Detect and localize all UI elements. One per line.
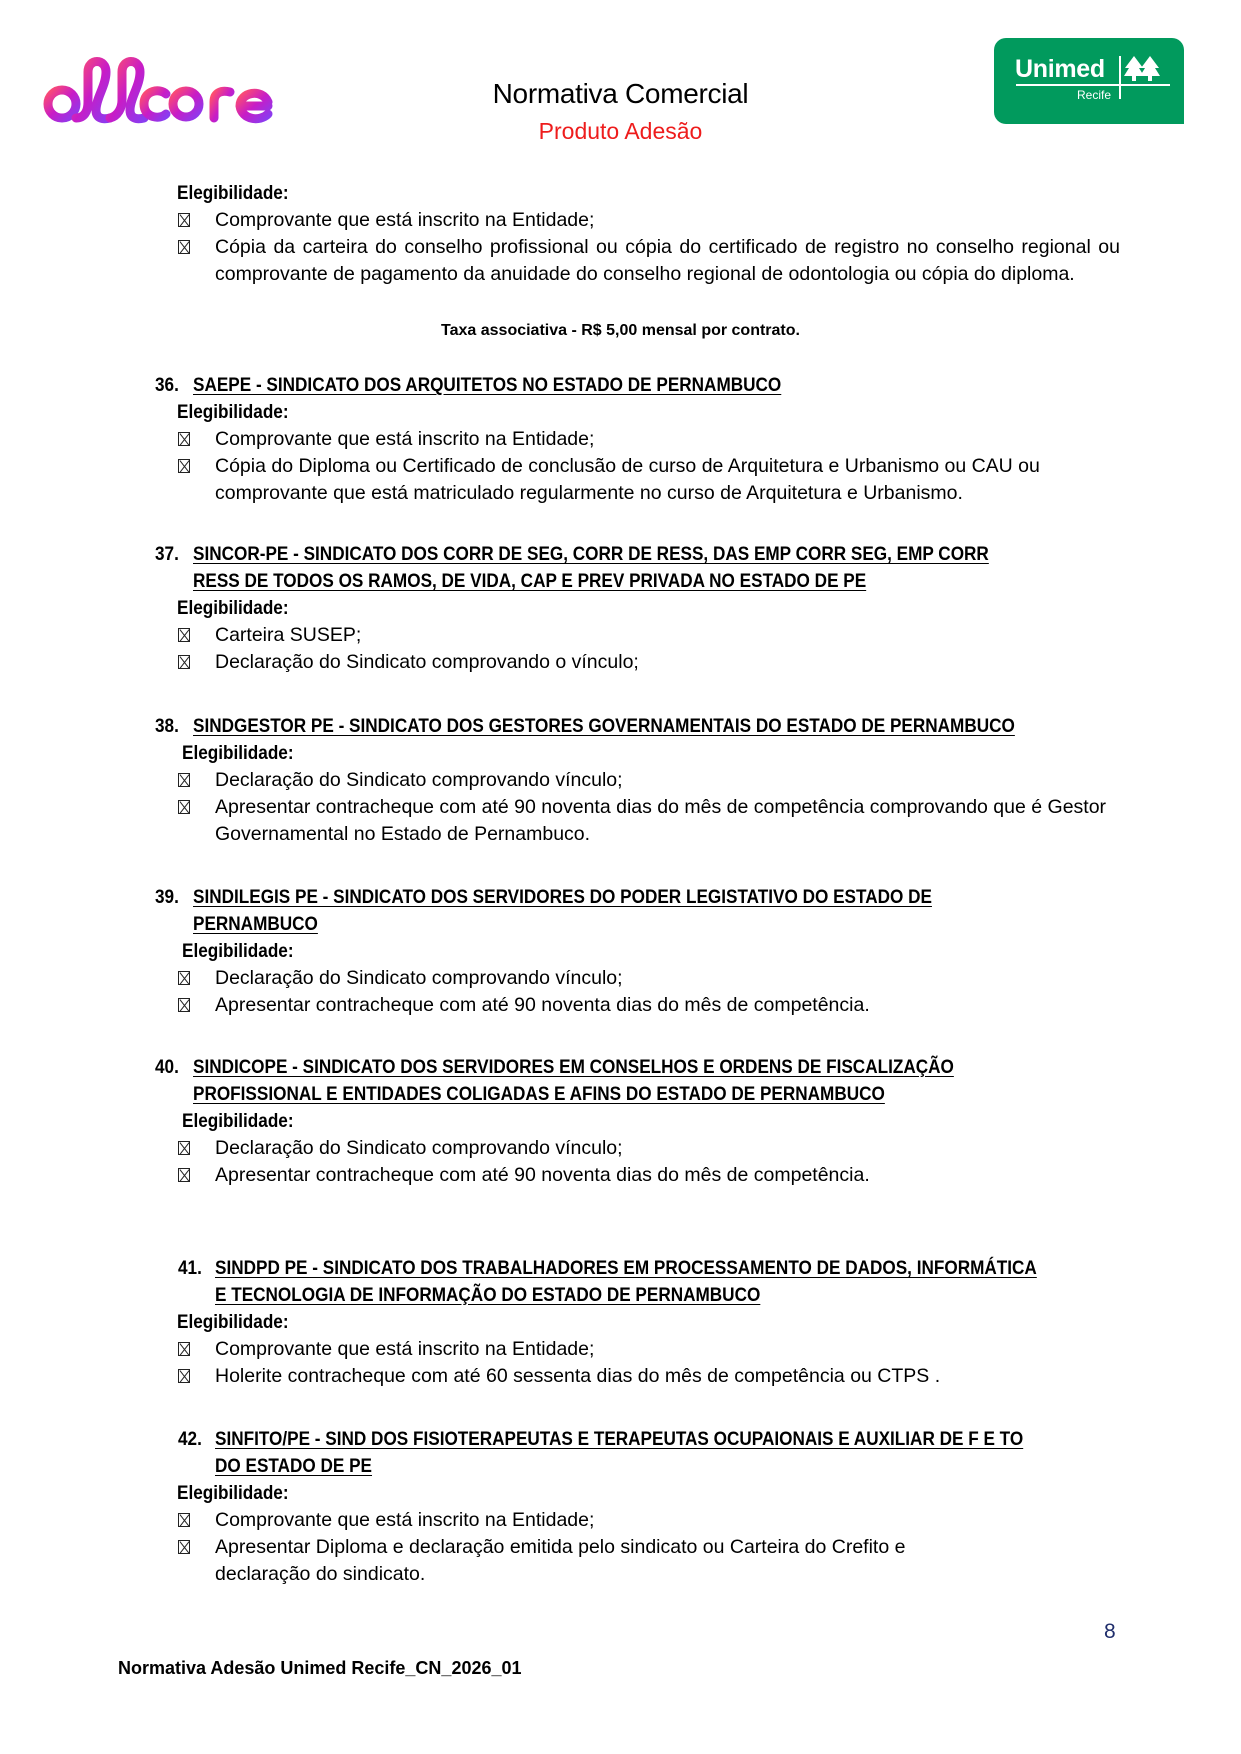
section-number: 36.: [155, 374, 179, 396]
section-title-line: SINDICOPE - SINDICATO DOS SERVIDORES EM CONSELHOS E ORDENS DE FISCALIZAÇÃO: [193, 1056, 954, 1078]
unimed-city-text: Recife: [1077, 88, 1112, 102]
eligibility-label: Elegibilidade:: [177, 182, 289, 204]
section-title-line: E TECNOLOGIA DE INFORMAÇÃO DO ESTADO DE PERNAMBUCO: [215, 1284, 761, 1306]
footer-document-code: Normativa Adesão Unimed Recife_CN_2026_01: [118, 1658, 522, 1678]
checkbox-bullet-icon: [178, 628, 190, 642]
list-item-text: Comprovante que está inscrito na Entidade;: [215, 209, 595, 231]
list-item-text: Declaração do Sindicato comprovando vínculo;: [215, 769, 623, 791]
pine-trees-icon: [1124, 54, 1160, 82]
list-item-text: Apresentar contracheque com até 90 noventa dias do mês de competência.: [215, 994, 870, 1016]
logo-divider-horizontal: [1016, 84, 1170, 86]
checkbox-bullet-icon: [178, 459, 190, 473]
section-title-line: PROFISSIONAL E ENTIDADES COLIGADAS E AFINS DO ESTADO DE PERNAMBUCO: [193, 1083, 885, 1105]
checkbox-bullet-icon: [178, 240, 190, 254]
checkbox-bullet-icon: [178, 800, 190, 814]
eligibility-label: Elegibilidade:: [182, 742, 294, 764]
section-title-line: PERNAMBUCO: [193, 913, 318, 935]
section-title-line: SINCOR-PE - SINDICATO DOS CORR DE SEG, CORR DE RESS, DAS EMP CORR SEG, EMP CORR: [193, 543, 989, 565]
list-item-text: Apresentar contracheque com até 90 noventa dias do mês de competência.: [215, 1164, 870, 1186]
page-number: 8: [1104, 1620, 1116, 1643]
list-item-text: Declaração do Sindicato comprovando vínculo;: [215, 967, 623, 989]
section-title-line: RESS DE TODOS OS RAMOS, DE VIDA, CAP E PREV PRIVADA NO ESTADO DE PE: [193, 570, 867, 592]
section-title-line: SINDPD PE - SINDICATO DOS TRABALHADORES EM PROCESSAMENTO DE DADOS, INFORMÁTICA: [215, 1257, 1037, 1279]
logo-divider-vertical: [1119, 56, 1121, 99]
list-item-text: Carteira SUSEP;: [215, 624, 362, 646]
section-number: 39.: [155, 886, 179, 908]
section-title-line: DO ESTADO DE PE: [215, 1455, 373, 1477]
section-title-line: SAEPE - SINDICATO DOS ARQUITETOS NO ESTADO DE PERNAMBUCO: [193, 374, 782, 396]
checkbox-bullet-icon: [178, 213, 190, 227]
list-item-text: Apresentar contracheque com até 90 noventa dias do mês de competência comprovando que é Gestor Governamental no Estado de Pernambuco.: [215, 796, 1107, 845]
eligibility-label: Elegibilidade:: [182, 940, 294, 962]
eligibility-label: Elegibilidade:: [177, 1482, 289, 1504]
list-item-text: Declaração do Sindicato comprovando o vínculo;: [215, 651, 639, 673]
section-title-line: SINFITO/PE - SIND DOS FISIOTERAPEUTAS E TERAPEUTAS OCUPAIONAIS E AUXILIAR DE F E TO: [215, 1428, 1024, 1450]
section-number: 38.: [155, 715, 179, 737]
section-number: 40.: [155, 1056, 179, 1078]
list-item-text: Comprovante que está inscrito na Entidade;: [215, 1338, 595, 1360]
checkbox-bullet-icon: [178, 971, 190, 985]
unimed-recife-logo: [994, 38, 1184, 124]
eligibility-label: Elegibilidade:: [182, 1110, 294, 1132]
list-item-text: Holerite contracheque com até 60 sessenta dias do mês de competência ou CTPS .: [215, 1365, 941, 1387]
eligibility-label: Elegibilidade:: [177, 597, 289, 619]
section-title-line: SINDILEGIS PE - SINDICATO DOS SERVIDORES DO PODER LEGISTATIVO DO ESTADO DE: [193, 886, 932, 908]
checkbox-bullet-icon: [178, 1369, 190, 1383]
section-number: 37.: [155, 543, 179, 565]
document-subtitle: Produto Adesão: [538, 118, 703, 144]
list-item-text: Cópia do Diploma ou Certificado de conclusão de curso de Arquitetura e Urbanismo ou CAU ou comprovante que está matriculado regularmente no curso de Arquitetura e Urbanismo.: [215, 455, 1040, 504]
list-item-text: declaração do sindicato.: [215, 1563, 426, 1585]
checkbox-bullet-icon: [178, 773, 190, 787]
checkbox-bullet-icon: [178, 432, 190, 446]
checkbox-bullet-icon: [178, 1513, 190, 1527]
checkbox-bullet-icon: [178, 1168, 190, 1182]
document-title: Normativa Comercial: [492, 78, 749, 109]
list-item-text: Comprovante que está inscrito na Entidade;: [215, 1509, 595, 1531]
list-item-text: Cópia da carteira do conselho profissional ou cópia do certificado de registro no conselho regional ou comprovante de pagamento da anuidade do conselho regional de odontologia ou cópia do diploma.: [215, 236, 1120, 285]
section-title-line: SINDGESTOR PE - SINDICATO DOS GESTORES GOVERNAMENTAIS DO ESTADO DE PERNAMBUCO: [193, 715, 1015, 737]
checkbox-bullet-icon: [178, 655, 190, 669]
list-item-text: Comprovante que está inscrito na Entidade;: [215, 428, 595, 450]
checkbox-bullet-icon: [178, 1141, 190, 1155]
eligibility-label: Elegibilidade:: [177, 1311, 289, 1333]
unimed-brand-text: Unimed: [1015, 55, 1105, 83]
list-item-text: Apresentar Diploma e declaração emitida pelo sindicato ou Carteira do Crefito e: [215, 1536, 906, 1558]
checkbox-bullet-icon: [178, 1342, 190, 1356]
checkbox-bullet-icon: [178, 1540, 190, 1554]
section-number: 42.: [178, 1428, 202, 1450]
section-number: 41.: [178, 1257, 202, 1279]
associative-fee: Taxa associativa - R$ 5,00 mensal por contrato.: [441, 322, 800, 339]
eligibility-label: Elegibilidade:: [177, 401, 289, 423]
list-item-text: Declaração do Sindicato comprovando vínculo;: [215, 1137, 623, 1159]
checkbox-bullet-icon: [178, 998, 190, 1012]
